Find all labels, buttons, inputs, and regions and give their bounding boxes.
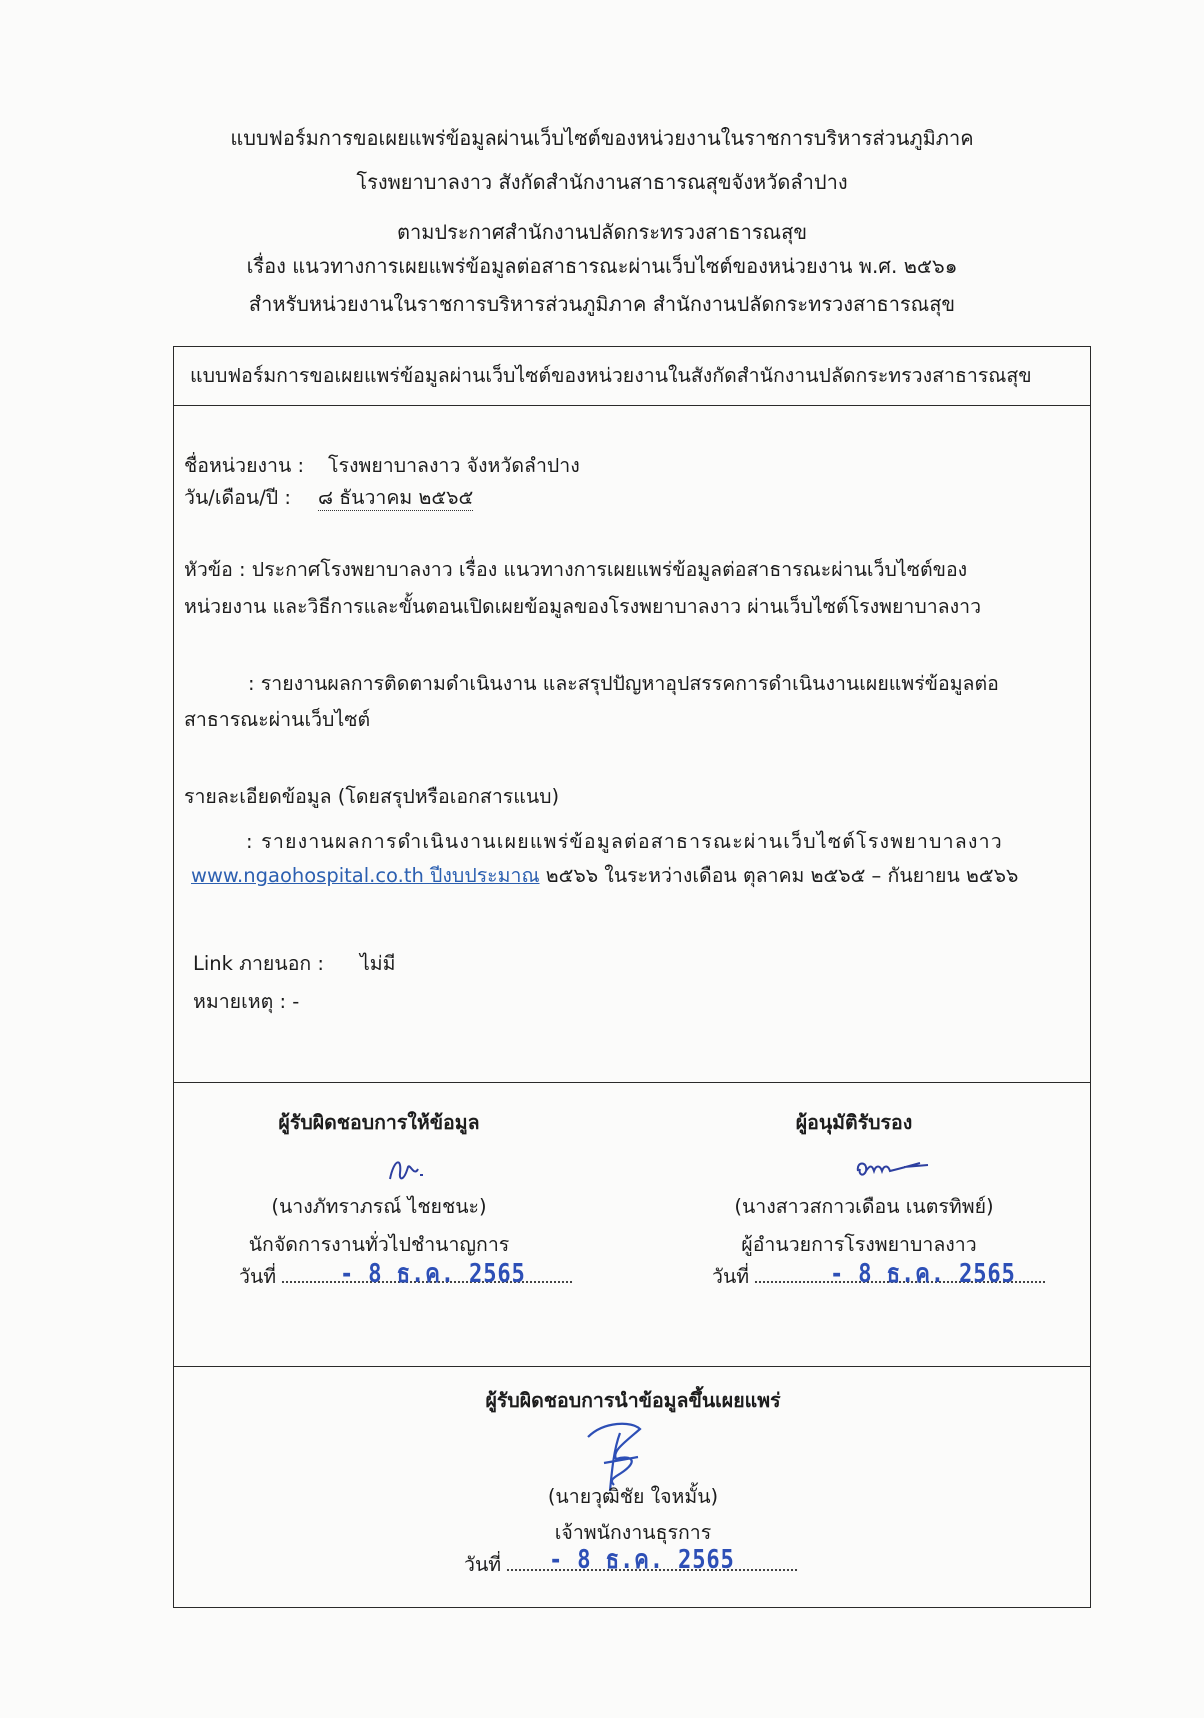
approver-date-label: วันที่ [712,1265,750,1288]
topic-line-2: หน่วยงาน และวิธีการและขั้นตอนเปิดเผยข้อมูลของโรงพยาบาลงาว ผ่านเว็บไซต์โรงพยาบาลงาว [184,595,982,618]
approver-title: ผู้อนุมัติรับรอง [795,1111,913,1134]
form-title: แบบฟอร์มการขอเผยแพร่ข้อมูลผ่านเว็บไซต์ของหน่วยงานในสังกัดสำนักงานปลัดกระทรวงสาธารณสุข [190,364,1032,387]
provider-date-stamp: - 8 ธ.ค. 2565 [340,1259,526,1289]
org-label: ชื่อหน่วยงาน : [184,454,305,477]
provider-signature [384,1153,428,1187]
publisher-row [174,1367,1090,1609]
form-table [173,346,1091,1608]
external-link-value: ไม่มี [360,952,396,975]
publisher-date-label: วันที่ [464,1553,502,1576]
detail-period: ๒๕๖๖ ในระหว่างเดือน ตุลาคม ๒๕๖๕ – กันยายน ๒๕๖๖ [539,864,1019,887]
provider-date-label: วันที่ [239,1265,277,1288]
form-details-row [174,406,1090,1083]
publisher-position: เจ้าพนักงานธุรการ [554,1521,712,1544]
approval-row [174,1083,1090,1367]
provider-position: นักจัดการงานทั่วไปชำนาญการ [248,1233,510,1256]
header-line-2: โรงพยาบาลงาว สังกัดสำนักงานสาธารณสุขจังหวัดลำปาง [356,170,848,194]
publisher-name: (นายวุฒิชัย ใจหมั้น) [547,1485,719,1508]
detail-label: รายละเอียดข้อมูล (โดยสรุปหรือเอกสารแนบ) [184,785,560,808]
provider-title: ผู้รับผิดชอบการให้ข้อมูล [278,1111,480,1134]
header-line-1: แบบฟอร์มการขอเผยแพร่ข้อมูลผ่านเว็บไซต์ของหน่วยงานในราชการบริหารส่วนภูมิภาค [230,126,974,150]
provider-name: (นางภัทราภรณ์ ไชยชนะ) [271,1195,487,1218]
topic2-line-1: : รายงานผลการติดตามดำเนินงาน และสรุปปัญหาอุปสรรคการดำเนินงานเผยแพร่ข้อมูลต่อ [248,672,999,695]
detail-line-2 [191,864,1018,888]
approver-date-stamp: - 8 ธ.ค. 2565 [830,1259,1016,1289]
header-line-4: เรื่อง แนวทางการเผยแพร่ข้อมูลต่อสาธารณะผ่านเว็บไซต์ของหน่วยงาน พ.ศ. ๒๕๖๑ [246,254,958,278]
publisher-signature [584,1419,654,1493]
form-title-row [174,347,1090,406]
document-header [0,128,1204,314]
approver-position: ผู้อำนวยการโรงพยาบาลงาว [741,1233,977,1256]
topic2-line-2: สาธารณะผ่านเว็บไซต์ [184,708,371,731]
approver-signature [854,1157,944,1181]
header-line-3: ตามประกาศสำนักงานปลัดกระทรวงสาธารณสุข [396,220,807,244]
detail-line-1: : รายงานผลการดำเนินงานเผยแพร่ข้อมูลต่อสาธารณะผ่านเว็บไซต์โรงพยาบาลงาว [246,830,1003,853]
publisher-title: ผู้รับผิดชอบการนำข้อมูลขึ้นเผยแพร่ [485,1389,781,1412]
header-line-5: สำหรับหน่วยงานในราชการบริหารส่วนภูมิภาค สำนักงานปลัดกระทรวงสาธารณสุข [248,292,956,316]
date-label: วัน/เดือน/ปี : [184,486,291,509]
org-value: โรงพยาบาลงาว จังหวัดลำปาง [328,454,580,477]
external-link-label: Link ภายนอก : [193,952,324,975]
website-link[interactable]: www.ngaohospital.co.th ปีงบประมาณ [191,864,540,887]
approver-name: (นางสาวสกาวเดือน เนตรทิพย์) [734,1195,994,1218]
topic-line-1: หัวข้อ : ประกาศโรงพยาบาลงาว เรื่อง แนวทางการเผยแพร่ข้อมูลต่อสาธารณะผ่านเว็บไซต์ของ [184,558,968,581]
remark: หมายเหตุ : - [193,990,300,1013]
publisher-date-stamp: - 8 ธ.ค. 2565 [549,1545,735,1575]
date-value: ๘ ธันวาคม ๒๕๖๕ [318,486,474,509]
